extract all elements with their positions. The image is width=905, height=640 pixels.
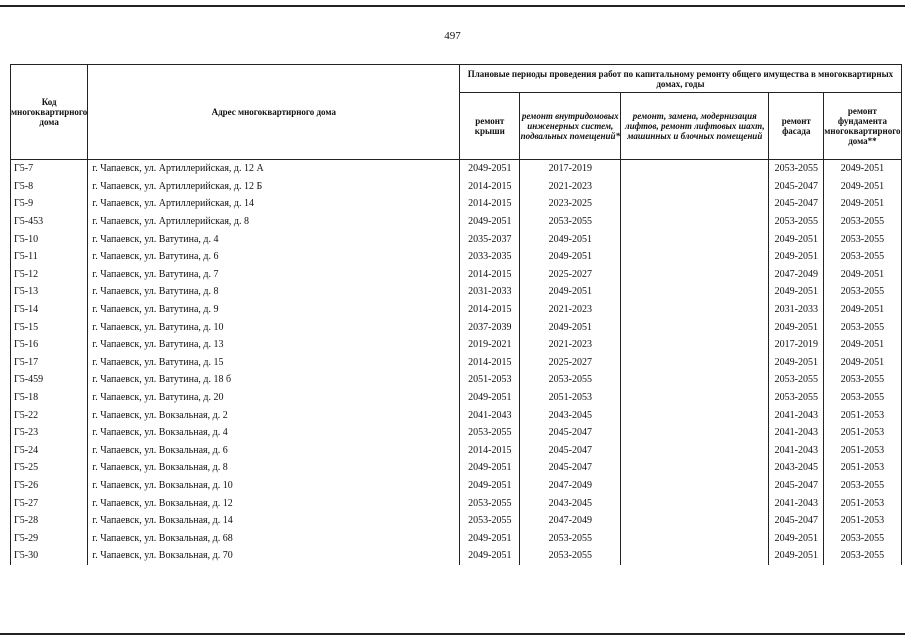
cell-code: Г5-453 [11,213,88,231]
table-row [11,230,902,248]
cell-code: Г5-25 [11,459,88,477]
top-rule [0,5,905,7]
cell-code: Г5-15 [11,318,88,336]
header-lifts: ремонт, замена, модернизация лифтов, ремонт лифтовых шахт, машинных и блочных помещений [621,93,769,160]
cell-systems: 2021-2023 [520,178,621,196]
cell-lifts [621,160,769,178]
cell-address: г. Чапаевск, ул. Вокзальная, д. 4 [88,424,460,442]
cell-systems: 2025-2027 [520,354,621,372]
cell-facade: 2053-2055 [769,213,824,231]
cell-address: г. Чапаевск, ул. Вокзальная, д. 70 [88,547,460,565]
cell-roof: 2053-2055 [460,512,520,530]
cell-foundation: 2051-2053 [824,494,901,512]
cell-address: г. Чапаевск, ул. Артиллерийская, д. 14 [88,195,460,213]
cell-facade: 2045-2047 [769,512,824,530]
cell-facade: 2047-2049 [769,266,824,284]
cell-lifts [621,248,769,266]
cell-foundation: 2053-2055 [824,213,901,231]
table-body [11,160,902,565]
header-systems: ремонт внутридомовых инженерных систем, подвальных помещений* [520,93,621,160]
cell-lifts [621,389,769,407]
cell-facade: 2053-2055 [769,371,824,389]
table-row [11,160,902,178]
cell-address: г. Чапаевск, ул. Артиллерийская, д. 12 Б [88,178,460,196]
cell-address: г. Чапаевск, ул. Ватутина, д. 8 [88,283,460,301]
cell-foundation: 2053-2055 [824,248,901,266]
cell-facade: 2045-2047 [769,178,824,196]
cell-code: Г5-23 [11,424,88,442]
header-address: Адрес многоквартирного дома [88,65,460,160]
cell-systems: 2049-2051 [520,318,621,336]
cell-roof: 2014-2015 [460,442,520,460]
cell-address: г. Чапаевск, ул. Ватутина, д. 18 б [88,371,460,389]
cell-systems: 2053-2055 [520,547,621,565]
cell-facade: 2031-2033 [769,301,824,319]
table-row [11,371,902,389]
bottom-rule [0,633,905,635]
cell-systems: 2025-2027 [520,266,621,284]
cell-address: г. Чапаевск, ул. Вокзальная, д. 6 [88,442,460,460]
cell-roof: 2014-2015 [460,266,520,284]
cell-foundation: 2049-2051 [824,266,901,284]
cell-systems: 2049-2051 [520,283,621,301]
table-row [11,459,902,477]
cell-code: Г5-24 [11,442,88,460]
cell-address: г. Чапаевск, ул. Артиллерийская, д. 12 А [88,160,460,178]
table-row [11,529,902,547]
cell-foundation: 2053-2055 [824,529,901,547]
cell-address: г. Чапаевск, ул. Ватутина, д. 20 [88,389,460,407]
table-row [11,266,902,284]
table-row [11,336,902,354]
table-row [11,318,902,336]
table-row [11,406,902,424]
table-row [11,354,902,372]
cell-systems: 2021-2023 [520,336,621,354]
cell-code: Г5-26 [11,477,88,495]
cell-address: г. Чапаевск, ул. Ватутина, д. 4 [88,230,460,248]
cell-systems: 2017-2019 [520,160,621,178]
cell-systems: 2045-2047 [520,442,621,460]
table-row [11,477,902,495]
table-row [11,213,902,231]
cell-facade: 2041-2043 [769,442,824,460]
cell-lifts [621,494,769,512]
cell-foundation: 2051-2053 [824,442,901,460]
cell-code: Г5-18 [11,389,88,407]
cell-facade: 2049-2051 [769,283,824,301]
cell-code: Г5-30 [11,547,88,565]
cell-foundation: 2049-2051 [824,195,901,213]
cell-code: Г5-22 [11,406,88,424]
table-row [11,248,902,266]
cell-systems: 2047-2049 [520,512,621,530]
cell-roof: 2049-2051 [460,389,520,407]
cell-facade: 2017-2019 [769,336,824,354]
cell-systems: 2053-2055 [520,213,621,231]
cell-facade: 2045-2047 [769,477,824,495]
cell-code: Г5-28 [11,512,88,530]
table-row [11,389,902,407]
cell-foundation: 2049-2051 [824,354,901,372]
cell-code: Г5-17 [11,354,88,372]
cell-lifts [621,195,769,213]
cell-facade: 2049-2051 [769,248,824,266]
cell-foundation: 2053-2055 [824,477,901,495]
cell-roof: 2014-2015 [460,195,520,213]
cell-lifts [621,230,769,248]
cell-foundation: 2049-2051 [824,336,901,354]
cell-lifts [621,512,769,530]
cell-roof: 2033-2035 [460,248,520,266]
table-row [11,512,902,530]
table-row [11,442,902,460]
cell-address: г. Чапаевск, ул. Ватутина, д. 13 [88,336,460,354]
cell-address: г. Чапаевск, ул. Ватутина, д. 10 [88,318,460,336]
cell-facade: 2049-2051 [769,354,824,372]
cell-lifts [621,318,769,336]
cell-roof: 2031-2033 [460,283,520,301]
cell-roof: 2049-2051 [460,160,520,178]
cell-facade: 2041-2043 [769,424,824,442]
table-row [11,547,902,565]
cell-foundation: 2051-2053 [824,512,901,530]
cell-roof: 2051-2053 [460,371,520,389]
cell-roof: 2014-2015 [460,178,520,196]
cell-code: Г5-12 [11,266,88,284]
table-row [11,424,902,442]
cell-lifts [621,354,769,372]
cell-lifts [621,547,769,565]
cell-lifts [621,178,769,196]
cell-code: Г5-9 [11,195,88,213]
cell-lifts [621,477,769,495]
cell-code: Г5-8 [11,178,88,196]
cell-code: Г5-14 [11,301,88,319]
cell-lifts [621,336,769,354]
cell-roof: 2014-2015 [460,301,520,319]
cell-foundation: 2049-2051 [824,301,901,319]
cell-address: г. Чапаевск, ул. Вокзальная, д. 8 [88,459,460,477]
cell-lifts [621,459,769,477]
cell-facade: 2043-2045 [769,459,824,477]
cell-roof: 2053-2055 [460,424,520,442]
cell-foundation: 2049-2051 [824,178,901,196]
cell-address: г. Чапаевск, ул. Вокзальная, д. 68 [88,529,460,547]
cell-address: г. Чапаевск, ул. Ватутина, д. 9 [88,301,460,319]
cell-lifts [621,529,769,547]
cell-lifts [621,266,769,284]
cell-roof: 2037-2039 [460,318,520,336]
cell-roof: 2049-2051 [460,459,520,477]
cell-facade: 2049-2051 [769,547,824,565]
cell-code: Г5-16 [11,336,88,354]
header-group: Плановые периоды проведения работ по капитальному ремонту общего имущества в многоквартирных домах, годы [460,65,901,93]
table-row [11,178,902,196]
cell-facade: 2049-2051 [769,230,824,248]
cell-facade: 2049-2051 [769,529,824,547]
cell-lifts [621,283,769,301]
cell-foundation: 2051-2053 [824,406,901,424]
cell-lifts [621,301,769,319]
cell-address: г. Чапаевск, ул. Ватутина, д. 15 [88,354,460,372]
cell-lifts [621,406,769,424]
cell-roof: 2041-2043 [460,406,520,424]
cell-address: г. Чапаевск, ул. Ватутина, д. 7 [88,266,460,284]
cell-code: Г5-27 [11,494,88,512]
cell-foundation: 2053-2055 [824,230,901,248]
cell-address: г. Чапаевск, ул. Вокзальная, д. 10 [88,477,460,495]
cell-code: Г5-7 [11,160,88,178]
cell-systems: 2053-2055 [520,529,621,547]
cell-facade: 2041-2043 [769,494,824,512]
header-code: Код многоквартирного дома [11,65,88,160]
cell-facade: 2049-2051 [769,318,824,336]
cell-lifts [621,371,769,389]
cell-roof: 2035-2037 [460,230,520,248]
cell-foundation: 2053-2055 [824,318,901,336]
cell-roof: 2053-2055 [460,494,520,512]
cell-systems: 2023-2025 [520,195,621,213]
cell-code: Г5-10 [11,230,88,248]
header-roof: ремонт крыши [460,93,520,160]
header-facade: ремонт фасада [769,93,824,160]
cell-systems: 2053-2055 [520,371,621,389]
cell-roof: 2049-2051 [460,213,520,231]
cell-systems: 2045-2047 [520,459,621,477]
cell-roof: 2049-2051 [460,547,520,565]
cell-roof: 2049-2051 [460,529,520,547]
header-foundation: ремонт фундамента многоквартирного дома** [824,93,901,160]
cell-address: г. Чапаевск, ул. Ватутина, д. 6 [88,248,460,266]
cell-lifts [621,424,769,442]
cell-code: Г5-13 [11,283,88,301]
cell-foundation: 2051-2053 [824,459,901,477]
cell-address: г. Чапаевск, ул. Вокзальная, д. 14 [88,512,460,530]
cell-code: Г5-29 [11,529,88,547]
table-row [11,283,902,301]
cell-address: г. Чапаевск, ул. Вокзальная, д. 12 [88,494,460,512]
cell-foundation: 2049-2051 [824,160,901,178]
cell-roof: 2019-2021 [460,336,520,354]
page-number: 497 [444,30,461,42]
cell-systems: 2049-2051 [520,230,621,248]
cell-facade: 2041-2043 [769,406,824,424]
repair-schedule-table [10,64,902,565]
cell-roof: 2049-2051 [460,477,520,495]
cell-address: г. Чапаевск, ул. Вокзальная, д. 2 [88,406,460,424]
cell-foundation: 2053-2055 [824,389,901,407]
cell-facade: 2053-2055 [769,160,824,178]
cell-systems: 2049-2051 [520,248,621,266]
cell-foundation: 2051-2053 [824,424,901,442]
cell-systems: 2047-2049 [520,477,621,495]
cell-address: г. Чапаевск, ул. Артиллерийская, д. 8 [88,213,460,231]
table-row [11,195,902,213]
cell-roof: 2014-2015 [460,354,520,372]
cell-systems: 2021-2023 [520,301,621,319]
cell-code: Г5-11 [11,248,88,266]
cell-facade: 2045-2047 [769,195,824,213]
cell-foundation: 2053-2055 [824,371,901,389]
cell-facade: 2053-2055 [769,389,824,407]
cell-systems: 2051-2053 [520,389,621,407]
cell-systems: 2043-2045 [520,406,621,424]
cell-lifts [621,442,769,460]
table-row [11,494,902,512]
cell-foundation: 2053-2055 [824,547,901,565]
cell-lifts [621,213,769,231]
cell-systems: 2045-2047 [520,424,621,442]
cell-foundation: 2053-2055 [824,283,901,301]
cell-code: Г5-459 [11,371,88,389]
table-row [11,301,902,319]
cell-systems: 2043-2045 [520,494,621,512]
